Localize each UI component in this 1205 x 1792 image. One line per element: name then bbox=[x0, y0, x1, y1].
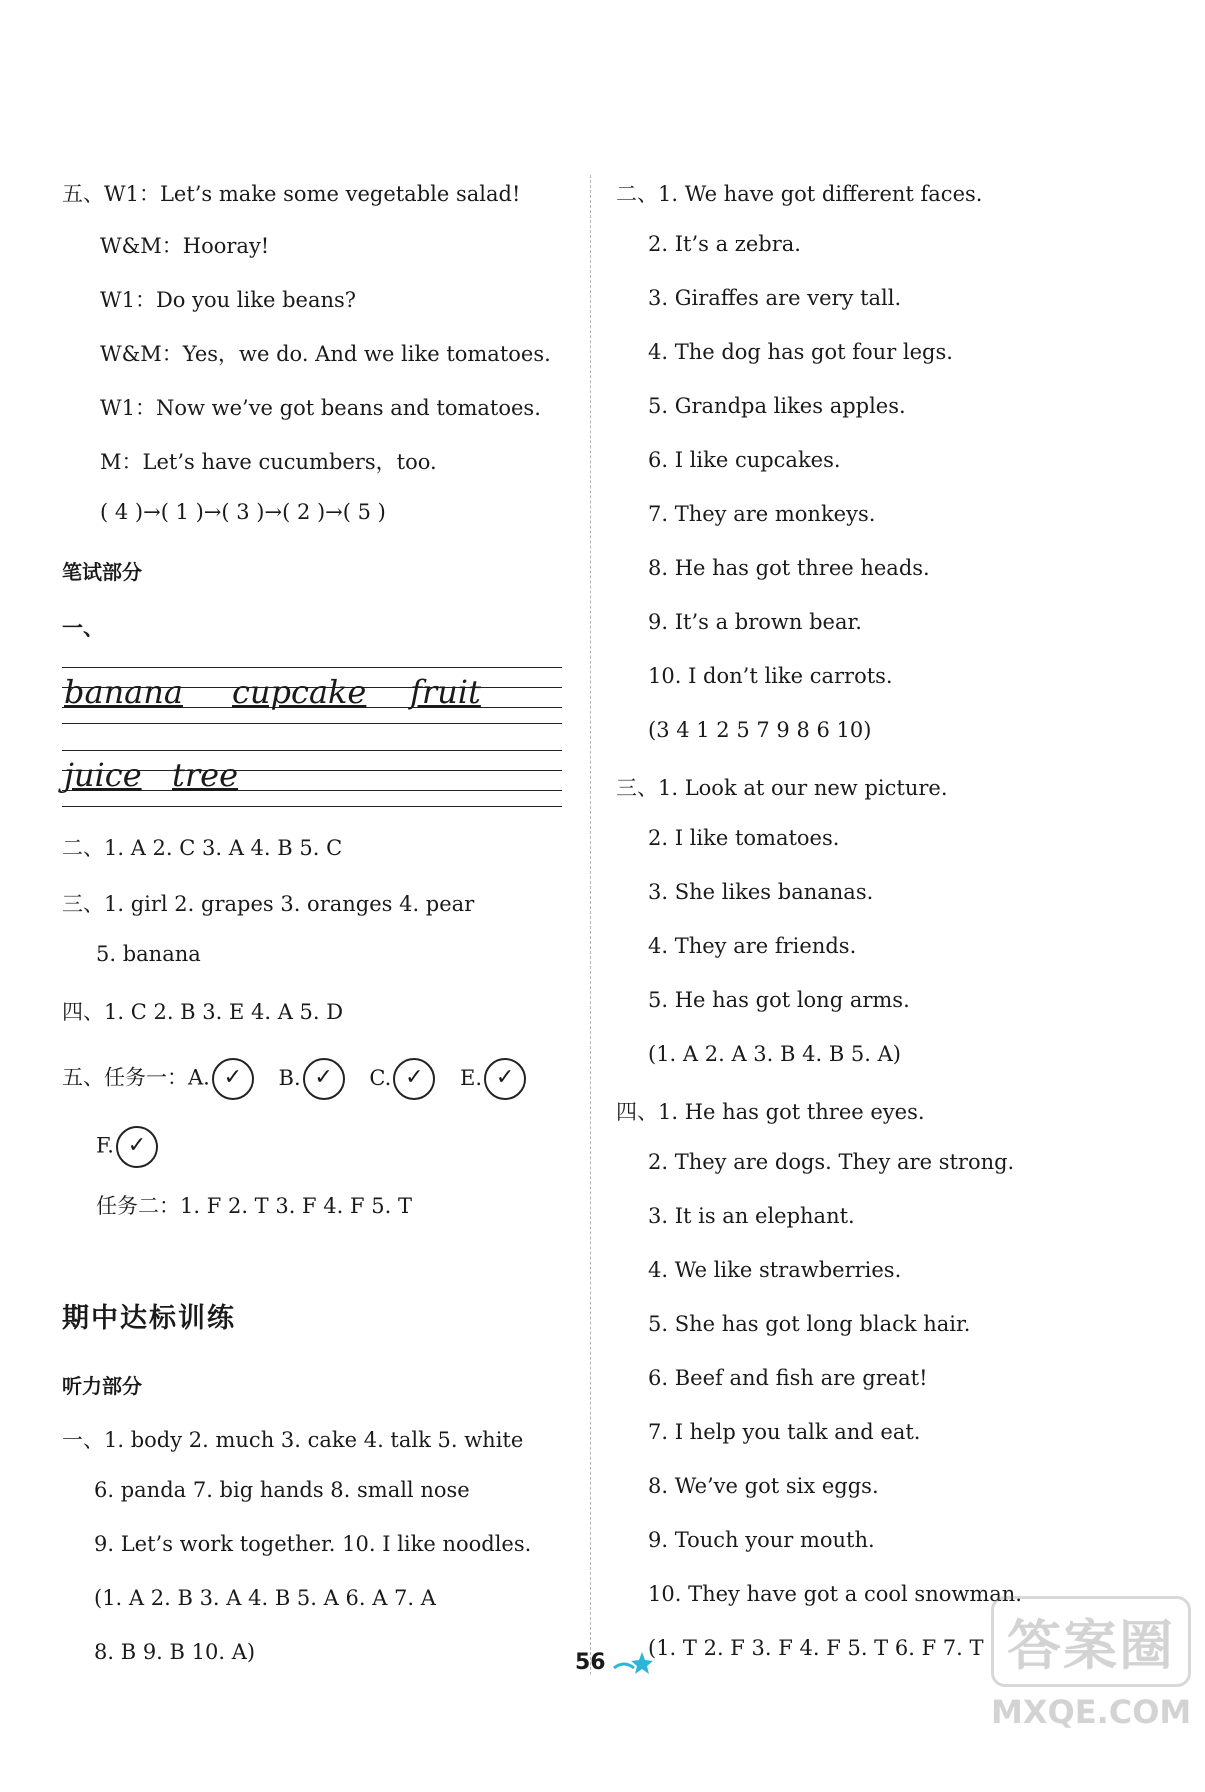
option-label: A. bbox=[188, 1065, 210, 1090]
sparkle-decoration-icon bbox=[612, 1648, 660, 1685]
answer-line: 8. He has got three heads. bbox=[648, 556, 930, 580]
handwriting-word: tree bbox=[172, 756, 239, 794]
check-circle-icon: ✓ bbox=[116, 1126, 158, 1168]
answer-line: W1：Do you like beans? bbox=[100, 288, 357, 312]
answer-line: M：Let’s have cucumbers，too. bbox=[100, 450, 437, 474]
answer-line: 3. She likes bananas. bbox=[648, 880, 874, 904]
answer-line: 7. They are monkeys. bbox=[648, 502, 876, 526]
answer-line: 9. It’s a brown bear. bbox=[648, 610, 862, 634]
answer-line: 五、W1：Let’s make some vegetable salad! bbox=[62, 182, 521, 206]
task1-row-f bbox=[96, 1126, 158, 1168]
sequence-answer: ( 4 )→( 1 )→( 3 )→( 2 )→( 5 ) bbox=[100, 500, 386, 524]
answer-line: 7. I help you talk and eat. bbox=[648, 1420, 921, 1444]
answer-line: (1. A 2. A 3. B 4. B 5. A) bbox=[648, 1042, 902, 1066]
answer-line: 9. Touch your mouth. bbox=[648, 1528, 875, 1552]
answer-line: W1：Now we’ve got beans and tomatoes. bbox=[100, 396, 541, 420]
column-divider bbox=[590, 175, 591, 1675]
check-circle-icon: ✓ bbox=[212, 1058, 254, 1100]
answer-line: 二、1. A 2. C 3. A 4. B 5. C bbox=[62, 836, 343, 860]
answer-line: 5. Grandpa likes apples. bbox=[648, 394, 906, 418]
question-label: 一、 bbox=[62, 616, 104, 640]
check-circle-icon: ✓ bbox=[303, 1058, 345, 1100]
answer-line: 8. We’ve got six eggs. bbox=[648, 1474, 879, 1498]
task1-row bbox=[62, 1058, 526, 1100]
answer-line: 四、1. C 2. B 3. E 4. A 5. D bbox=[62, 1000, 344, 1024]
check-circle-icon: ✓ bbox=[393, 1058, 435, 1100]
answer-line: 8. B 9. B 10. A) bbox=[94, 1640, 256, 1664]
answer-line: 5. He has got long arms. bbox=[648, 988, 910, 1012]
page-number: 56 bbox=[575, 1650, 606, 1675]
option-label: C. bbox=[369, 1065, 392, 1090]
task1-prefix: 五、任务一： bbox=[62, 1065, 188, 1090]
answer-line: 9. Let’s work together. 10. I like noodles. bbox=[94, 1532, 532, 1556]
option-label: F. bbox=[96, 1133, 114, 1158]
answer-line: 4. We like strawberries. bbox=[648, 1258, 902, 1282]
written-section-heading: 笔试部分 bbox=[62, 560, 142, 584]
answer-line: 10. I don’t like carrots. bbox=[648, 664, 893, 688]
answer-line: 4. The dog has got four legs. bbox=[648, 340, 953, 364]
handwriting-word: cupcake bbox=[232, 673, 367, 711]
answer-line: 6. Beef and fish are great! bbox=[648, 1366, 928, 1390]
answer-line: 6. panda 7. big hands 8. small nose bbox=[94, 1478, 470, 1502]
watermark-logo: 答案圈 MXQE.COM bbox=[991, 1596, 1191, 1776]
option-label: B. bbox=[278, 1065, 301, 1090]
handwriting-word: fruit bbox=[410, 673, 481, 711]
check-circle-icon: ✓ bbox=[484, 1058, 526, 1100]
handwriting-row-2 bbox=[62, 748, 562, 808]
answer-line: W&M：Yes，we do. And we like tomatoes. bbox=[100, 342, 551, 366]
section-title: 期中达标训练 bbox=[62, 1303, 236, 1334]
answer-line: 2. I like tomatoes. bbox=[648, 826, 840, 850]
sequence-answer: (3 4 1 2 5 7 9 8 6 10) bbox=[648, 718, 872, 742]
answer-line: 一、1. body 2. much 3. cake 4. talk 5. white bbox=[62, 1428, 524, 1452]
answer-line: 4. They are friends. bbox=[648, 934, 857, 958]
answer-line: 三、1. Look at our new picture. bbox=[616, 776, 948, 800]
answer-line: 3. It is an elephant. bbox=[648, 1204, 855, 1228]
answer-line: 5. banana bbox=[96, 942, 201, 966]
answer-line: 2. It’s a zebra. bbox=[648, 232, 801, 256]
listening-section-heading: 听力部分 bbox=[62, 1374, 142, 1398]
answer-line: 10. They have got a cool snowman. bbox=[648, 1582, 1022, 1606]
answer-line: 5. She has got long black hair. bbox=[648, 1312, 971, 1336]
handwriting-word: banana bbox=[64, 673, 183, 711]
answer-line: 6. I like cupcakes. bbox=[648, 448, 841, 472]
answer-line: (1. T 2. F 3. F 4. F 5. T 6. F 7. T bbox=[648, 1636, 984, 1660]
answer-line: 三、1. girl 2. grapes 3. oranges 4. pear bbox=[62, 892, 475, 916]
option-label: E. bbox=[460, 1065, 483, 1090]
handwriting-word: juice bbox=[64, 756, 142, 794]
answer-line: 二、1. We have got different faces. bbox=[616, 182, 983, 206]
answer-line: (1. A 2. B 3. A 4. B 5. A 6. A 7. A bbox=[94, 1586, 436, 1610]
answer-line: 2. They are dogs. They are strong. bbox=[648, 1150, 1015, 1174]
handwriting-row-1 bbox=[62, 665, 562, 725]
answer-line: W&M：Hooray! bbox=[100, 234, 270, 258]
answer-line: 任务二：1. F 2. T 3. F 4. F 5. T bbox=[96, 1194, 412, 1218]
answer-line: 四、1. He has got three eyes. bbox=[616, 1100, 925, 1124]
answer-line: 3. Giraffes are very tall. bbox=[648, 286, 902, 310]
